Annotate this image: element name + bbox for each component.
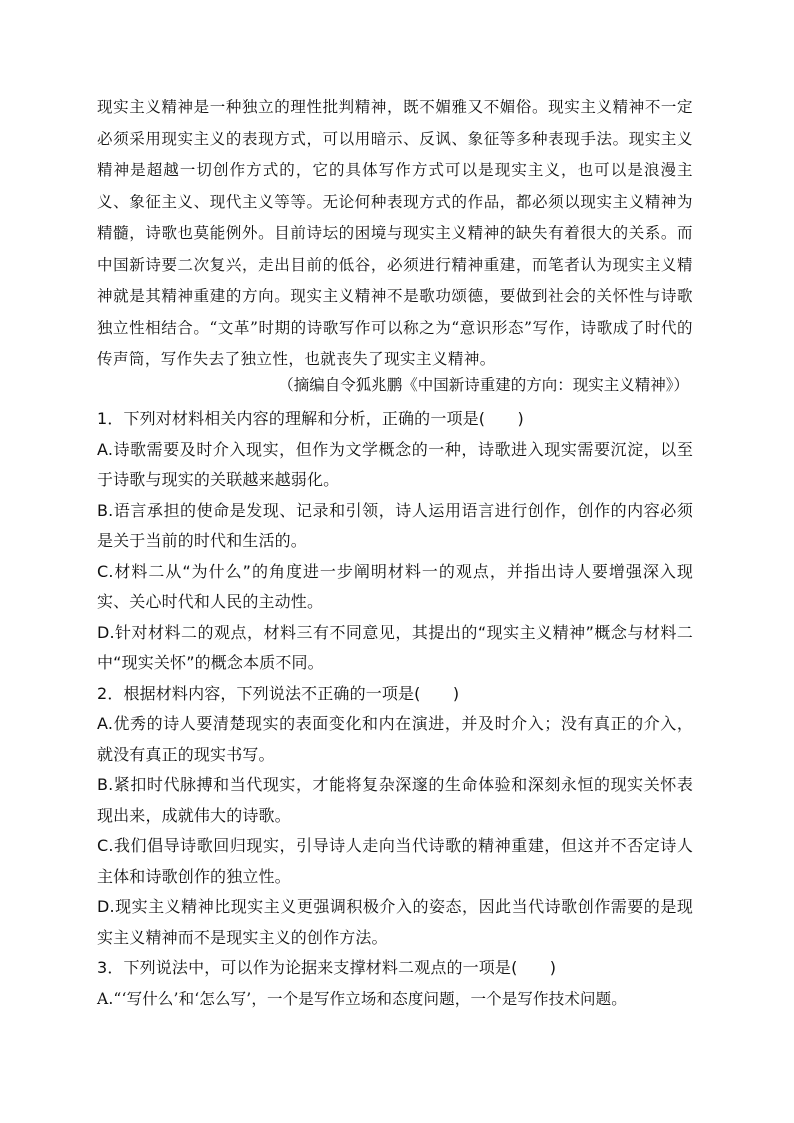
option-b: B.语言承担的使命是发现、记录和引领，诗人运用语言进行创作，创作的内容必须是关于当前的时代和生活的。 <box>97 500 693 550</box>
option-a: A.“‘写什么’和‘怎么写’，一个是写作立场和态度问题，一个是写作技术问题。 <box>97 989 627 1008</box>
option-a: A.诗歌需要及时介入现实，但作为文学概念的一种，诗歌进入现实需要沉淀，以至于诗歌与现实的关联越来越弱化。 <box>97 439 693 489</box>
option-d: D.现实主义精神比现实主义更强调积极介入的姿态，因此当代诗歌创作需要的是现实主义精神而不是现实主义的创作方法。 <box>97 897 693 947</box>
question-stem: 3．下列说法中，可以作为论据来支撑材料二观点的一项是( ) <box>97 958 557 977</box>
option-c: C.材料二从“为什么”的角度进一步阐明材料一的观点，并指出诗人要增强深入现实、关心时代和人民的主动性。 <box>97 561 693 611</box>
question-2 <box>97 679 693 954</box>
option-b: B.紧扣时代脉搏和当代现实，才能将复杂深邃的生命体验和深刻永恒的现实关怀表现出来，成就伟大的诗歌。 <box>97 775 693 825</box>
question-3 <box>97 953 693 1014</box>
option-c: C.我们倡导诗歌回归现实，引导诗人走向当代诗歌的精神重建，但这并不否定诗人主体和诗歌创作的独立性。 <box>97 836 693 886</box>
question-list <box>97 404 693 1014</box>
option-a: A.优秀的诗人要清楚现实的表面变化和内在演进，并及时介入；没有真正的介入，就没有真正的现实书写。 <box>97 714 693 764</box>
passage-text: 现实主义精神是一种独立的理性批判精神，既不媚雅又不媚俗。现实主义精神不一定必须采用现实主义的表现方式，可以用暗示、反讽、象征等多种表现手法。现实主义精神是超越一切创作方式的，它的具体写作方式可以是现实主义，也可以是浪漫主义、象征主义、现代主义等等。无论何种表现方式的作品，都必须以现实主义精神为精髓，诗歌也莫能例外。目前诗坛的困境与现实主义精神的缺失有着很大的关系。而中国新诗要二次复兴，走出目前的低谷，必须进行精神重建，而笔者认为现实主义精神就是其精神重建的方向。现实主义精神不是歌功颂德，要做到社会的关怀性与诗歌独立性相结合。“文革”时期的诗歌写作可以称之为“意识形态”写作，诗歌成了时代的传声筒，写作失去了独立性，也就丧失了现实主义精神。 <box>97 98 693 368</box>
question-stem: 2．根据材料内容，下列说法不正确的一项是( ) <box>97 683 460 703</box>
question-stem: 1．下列对材料相关内容的理解和分析，正确的一项是( ) <box>97 409 524 428</box>
option-d: D.针对材料二的观点，材料三有不同意见，其提出的“现实主义精神”概念与材料二中“现实关怀”的概念本质不同。 <box>97 622 693 672</box>
question-1 <box>97 404 693 679</box>
passage-source: （摘编自令狐兆鹏《中国新诗重建的方向：现实主义精神》） <box>278 376 689 394</box>
